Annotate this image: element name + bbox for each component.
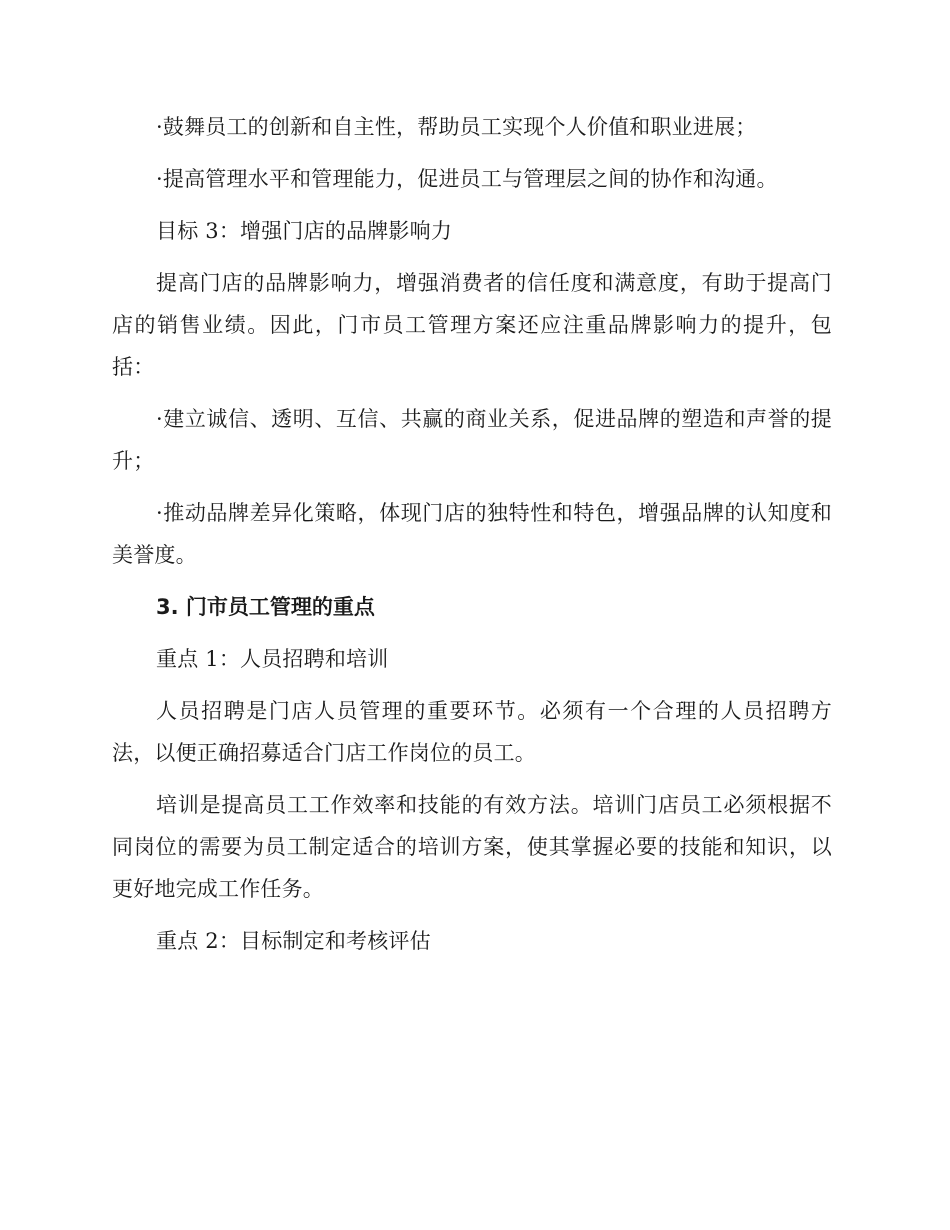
paragraph: 培训是提高员工工作效率和技能的有效方法。培训门店员工必须根据不同岗位的需要为员工制定适合的培训方案，使其掌握必要的技能和知识，以更好地完成工作任务。 bbox=[112, 793, 832, 901]
bullet-item: ·提高管理水平和管理能力，促进员工与管理层之间的协作和沟通。 bbox=[156, 167, 778, 191]
bullet-item: ·推动品牌差异化策略，体现门店的独特性和特色，增强品牌的认知度和美誉度。 bbox=[112, 501, 832, 567]
bullet-item: ·建立诚信、透明、互信、共赢的商业关系，促进品牌的塑造和声誉的提升； bbox=[112, 407, 832, 473]
paragraph: 人员招聘是门店人员管理的重要环节。必须有一个合理的人员招聘方法，以便正确招募适合门店工作岗位的员工。 bbox=[112, 699, 832, 765]
bullet-item: ·鼓舞员工的创新和自主性，帮助员工实现个人价值和职业进展； bbox=[156, 115, 757, 139]
subheading-goal-3: 目标 3：增强门店的品牌影响力 bbox=[156, 219, 453, 243]
section-heading: 3. 门市员工管理的重点 bbox=[156, 595, 375, 619]
paragraph: 提高门店的品牌影响力，增强消费者的信任度和满意度，有助于提高门店的销售业绩。因此，门市员工管理方案还应注重品牌影响力的提升，包括： bbox=[112, 271, 832, 379]
subheading-focus-1: 重点 1：人员招聘和培训 bbox=[156, 647, 389, 671]
document-body bbox=[112, 106, 832, 962]
subheading-focus-2: 重点 2：目标制定和考核评估 bbox=[156, 929, 431, 953]
